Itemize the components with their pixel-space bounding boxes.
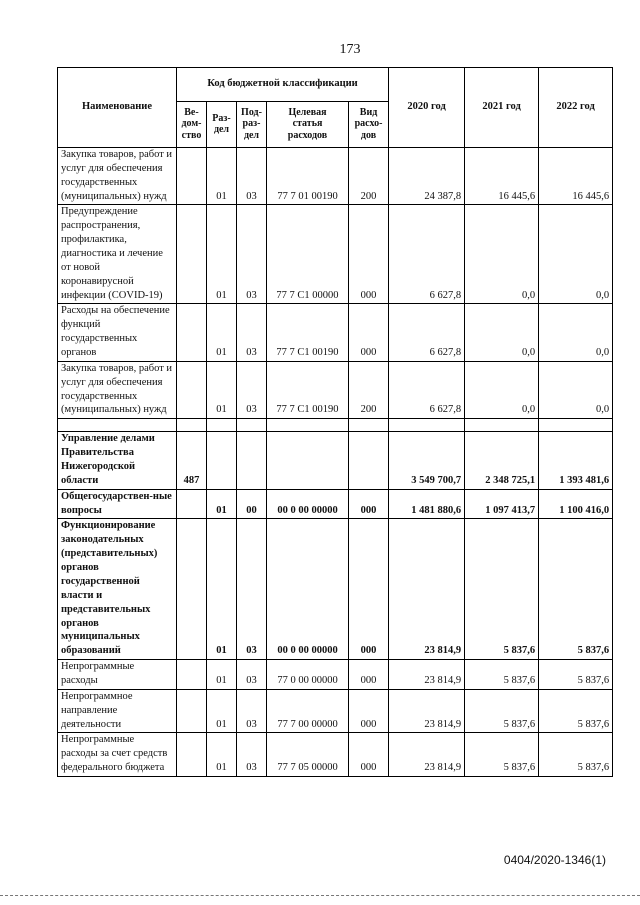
cell-y2021: 0,0 bbox=[465, 205, 539, 304]
cell-target: 77 7 С1 00190 bbox=[267, 361, 349, 418]
cell-podrazdel: 03 bbox=[237, 733, 267, 777]
table-row bbox=[58, 205, 613, 304]
cell-y2020: 6 627,8 bbox=[389, 361, 465, 418]
cell-y2022: 1 393 481,6 bbox=[539, 432, 613, 489]
cell-podrazdel: 03 bbox=[237, 361, 267, 418]
cell-ved bbox=[177, 489, 207, 519]
cell-y2021: 5 837,6 bbox=[465, 689, 539, 733]
cell-target: 77 0 00 00000 bbox=[267, 660, 349, 690]
cell-ved bbox=[177, 519, 207, 660]
cell-y2022: 0,0 bbox=[539, 361, 613, 418]
cell-podrazdel: 03 bbox=[237, 660, 267, 690]
cell-podrazdel: 03 bbox=[237, 689, 267, 733]
header-name: Наименование bbox=[58, 68, 177, 148]
cell-ved bbox=[177, 689, 207, 733]
spacer-cell bbox=[349, 419, 389, 432]
cell-y2020: 6 627,8 bbox=[389, 205, 465, 304]
header-2021: 2021 год bbox=[465, 68, 539, 148]
document-id: 0404/2020-1346(1) bbox=[503, 853, 606, 867]
cell-razdel: 01 bbox=[207, 689, 237, 733]
cell-y2021: 5 837,6 bbox=[465, 660, 539, 690]
cell-name: Закупка товаров, работ и услуг для обеспечения государственных (муниципальных) нужд bbox=[58, 148, 177, 205]
cell-razdel: 01 bbox=[207, 361, 237, 418]
cell-vid: 000 bbox=[349, 304, 389, 361]
cell-razdel: 01 bbox=[207, 519, 237, 660]
cell-target: 77 7 С1 00190 bbox=[267, 304, 349, 361]
budget-table bbox=[57, 67, 613, 777]
header-razdel: Раз- дел bbox=[207, 102, 237, 148]
table-row bbox=[58, 304, 613, 361]
cell-vid: 000 bbox=[349, 689, 389, 733]
cell-y2020: 6 627,8 bbox=[389, 304, 465, 361]
cell-razdel: 01 bbox=[207, 660, 237, 690]
header-podrazdel: Под- раз- дел bbox=[237, 102, 267, 148]
cell-ved: 487 bbox=[177, 432, 207, 489]
cell-razdel: 01 bbox=[207, 489, 237, 519]
cell-y2022: 5 837,6 bbox=[539, 519, 613, 660]
cell-vid: 000 bbox=[349, 489, 389, 519]
spacer-row bbox=[58, 419, 613, 432]
cell-ved bbox=[177, 148, 207, 205]
cell-name: Непрограммное направление деятельности bbox=[58, 689, 177, 733]
table-row bbox=[58, 361, 613, 418]
cell-ved bbox=[177, 660, 207, 690]
cell-vid: 000 bbox=[349, 660, 389, 690]
cell-name: Закупка товаров, работ и услуг для обеспечения государственных (муниципальных) нужд bbox=[58, 361, 177, 418]
header-target: Целевая статья расходов bbox=[267, 102, 349, 148]
spacer-cell bbox=[237, 419, 267, 432]
cell-podrazdel: 03 bbox=[237, 519, 267, 660]
cell-target bbox=[267, 432, 349, 489]
table-row bbox=[58, 432, 613, 489]
cell-vid: 000 bbox=[349, 205, 389, 304]
header-2022: 2022 год bbox=[539, 68, 613, 148]
cell-target: 77 7 00 00000 bbox=[267, 689, 349, 733]
cell-target: 00 0 00 00000 bbox=[267, 489, 349, 519]
cell-ved bbox=[177, 205, 207, 304]
spacer-cell bbox=[58, 419, 177, 432]
cell-y2020: 3 549 700,7 bbox=[389, 432, 465, 489]
cell-razdel bbox=[207, 432, 237, 489]
cell-y2020: 1 481 880,6 bbox=[389, 489, 465, 519]
cell-vid: 000 bbox=[349, 519, 389, 660]
cell-y2021: 5 837,6 bbox=[465, 519, 539, 660]
cell-name: Непрограммные расходы bbox=[58, 660, 177, 690]
cell-y2020: 23 814,9 bbox=[389, 733, 465, 777]
footer-divider bbox=[0, 895, 640, 896]
cell-name: Управление делами Правительства Нижегородской области bbox=[58, 432, 177, 489]
header-code-group: Код бюджетной классификации bbox=[177, 68, 389, 102]
cell-y2022: 5 837,6 bbox=[539, 689, 613, 733]
cell-name: Общегосударствен-ные вопросы bbox=[58, 489, 177, 519]
cell-target: 77 7 С1 00000 bbox=[267, 205, 349, 304]
cell-y2022: 5 837,6 bbox=[539, 733, 613, 777]
cell-y2021: 5 837,6 bbox=[465, 733, 539, 777]
cell-name: Непрограммные расходы за счет средств федерального бюджета bbox=[58, 733, 177, 777]
cell-ved bbox=[177, 733, 207, 777]
table-row bbox=[58, 519, 613, 660]
cell-y2020: 23 814,9 bbox=[389, 519, 465, 660]
cell-ved bbox=[177, 361, 207, 418]
cell-vid bbox=[349, 432, 389, 489]
cell-y2020: 23 814,9 bbox=[389, 689, 465, 733]
header-vid: Вид расхо- дов bbox=[349, 102, 389, 148]
cell-y2022: 5 837,6 bbox=[539, 660, 613, 690]
cell-vid: 000 bbox=[349, 733, 389, 777]
cell-podrazdel: 00 bbox=[237, 489, 267, 519]
table-row bbox=[58, 660, 613, 690]
cell-razdel: 01 bbox=[207, 205, 237, 304]
spacer-cell bbox=[267, 419, 349, 432]
cell-y2021: 1 097 413,7 bbox=[465, 489, 539, 519]
cell-target: 77 7 01 00190 bbox=[267, 148, 349, 205]
cell-ved bbox=[177, 304, 207, 361]
spacer-cell bbox=[207, 419, 237, 432]
cell-y2021: 0,0 bbox=[465, 361, 539, 418]
table-body bbox=[58, 148, 613, 777]
cell-razdel: 01 bbox=[207, 148, 237, 205]
cell-y2021: 0,0 bbox=[465, 304, 539, 361]
spacer-cell bbox=[465, 419, 539, 432]
spacer-cell bbox=[177, 419, 207, 432]
cell-y2021: 2 348 725,1 bbox=[465, 432, 539, 489]
table-row bbox=[58, 733, 613, 777]
cell-razdel: 01 bbox=[207, 304, 237, 361]
cell-podrazdel bbox=[237, 432, 267, 489]
cell-razdel: 01 bbox=[207, 733, 237, 777]
table-row bbox=[58, 689, 613, 733]
cell-podrazdel: 03 bbox=[237, 205, 267, 304]
cell-target: 77 7 05 00000 bbox=[267, 733, 349, 777]
spacer-cell bbox=[389, 419, 465, 432]
cell-y2020: 23 814,9 bbox=[389, 660, 465, 690]
cell-podrazdel: 03 bbox=[237, 304, 267, 361]
cell-y2021: 16 445,6 bbox=[465, 148, 539, 205]
header-2020: 2020 год bbox=[389, 68, 465, 148]
cell-vid: 200 bbox=[349, 148, 389, 205]
table-row bbox=[58, 489, 613, 519]
cell-y2022: 16 445,6 bbox=[539, 148, 613, 205]
spacer-cell bbox=[539, 419, 613, 432]
page-number: 173 bbox=[339, 42, 361, 57]
cell-podrazdel: 03 bbox=[237, 148, 267, 205]
header-ved: Ве- дом- ство bbox=[177, 102, 207, 148]
cell-y2022: 0,0 bbox=[539, 205, 613, 304]
cell-target: 00 0 00 00000 bbox=[267, 519, 349, 660]
cell-y2022: 0,0 bbox=[539, 304, 613, 361]
cell-name: Предупреждение распространения, профилактика, диагностика и лечение от новой коронавирусной инфекции (COVID-19) bbox=[58, 205, 177, 304]
cell-name: Функционирование законодательных (представительных) органов государственной власти и представительных органов муниципальных образований bbox=[58, 519, 177, 660]
cell-name: Расходы на обеспечение функций государственных органов bbox=[58, 304, 177, 361]
cell-y2020: 24 387,8 bbox=[389, 148, 465, 205]
table-row bbox=[58, 148, 613, 205]
cell-vid: 200 bbox=[349, 361, 389, 418]
cell-y2022: 1 100 416,0 bbox=[539, 489, 613, 519]
